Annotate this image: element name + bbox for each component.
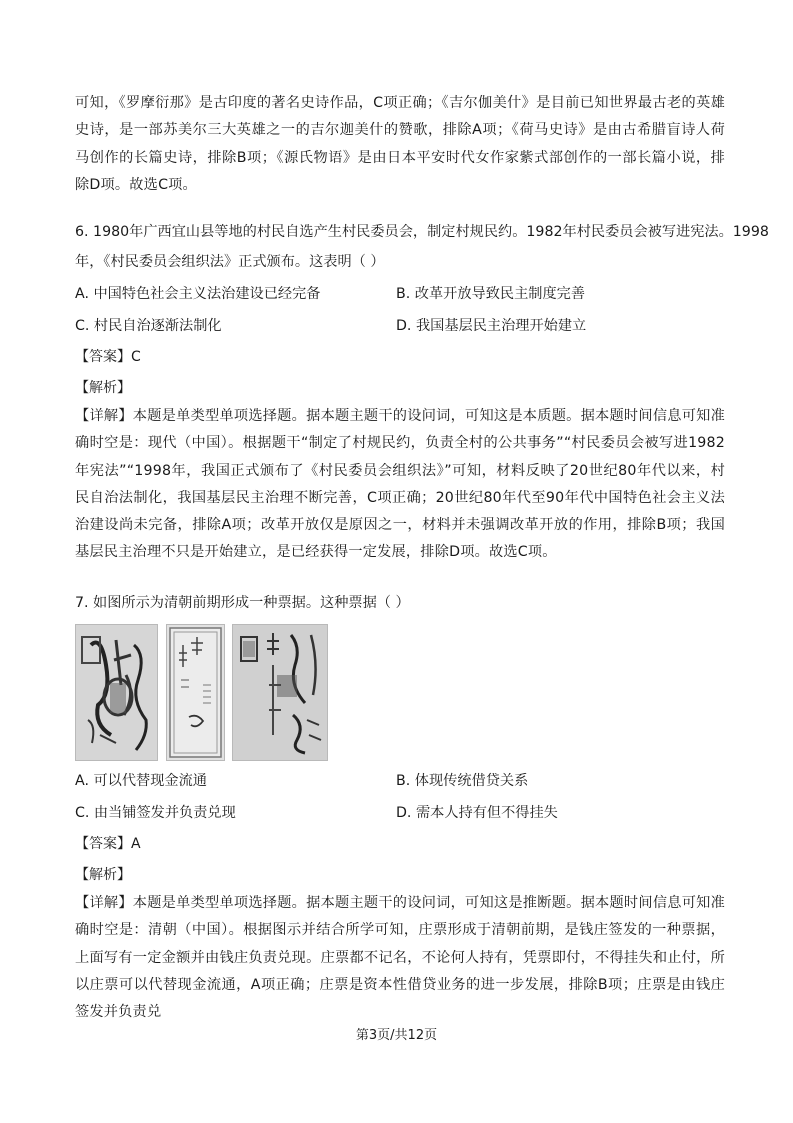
q6-analysis-label: 【解析】 [75, 380, 131, 396]
q6-option-d: D. 我国基层民主治理开始建立 [396, 318, 587, 334]
q6-option-b: B. 改革开放导致民主制度完善 [396, 286, 586, 302]
page-footer: 第3页/共12页 [355, 1028, 438, 1043]
q7-answer: 【答案】A [75, 836, 141, 852]
q6-detail: 【详解】本题是单类型单项选择题。据本题主题干的设问词，可知这是本质题。据本题时间信息可知准确时空是：现代（中国）。根据题干“制定了村规民约，负责全村的公共事务”“村民委员会被写进1982年宪法”“1998年，我国正式颁布了《村民委员会组织法》”可知，材料反映了20世纪80年代以来，村民自治法制化，我国基层民主治理不断完善，C项正确；20世纪80年代至90年代中国特色社会主义法治建设尚未完备，排除A项；改革开放仅是原因之一，材料并未强调改革开放的作用，排除B项；我国基层民主治理不只是开始建立，是已经获得一定发展，排除D项。故选C项。 [75, 408, 725, 561]
q7-stem: 7. 如图所示为清朝前期形成一种票据。这种票据（ ） [75, 595, 410, 611]
q7-analysis-label: 【解析】 [75, 867, 131, 883]
q7-detail: 【详解】本题是单类型单项选择题。据本题主题干的设问词，可知这是推断题。据本题时间信息可知准确时空是：清朝（中国）。根据图示并结合所学可知，庄票形成于清朝前期，是钱庄签发的一种票据，上面写有一定金额并由钱庄负责兑现。庄票都不记名，不论何人持有，凭票即付，不得挂失和止付，所以庄票可以代替现金流通，A项正确；庄票是资本性借贷业务的进一步发展，排除B项；庄票是由钱庄签发并负责兑 [75, 895, 725, 1021]
q7-option-d: D. 需本人持有但不得挂失 [396, 805, 558, 821]
intro-paragraph: 可知，《罗摩衍那》是古印度的著名史诗作品，C项正确；《吉尔伽美什》是目前已知世界最古老的英雄史诗，是一部苏美尔三大英雄之一的吉尔迦美什的赞歌，排除A项；《荷马史诗》是由古希腊盲诗人荷马创作的长篇史诗，排除B项；《源氏物语》是由日本平安时代女作家紫式部创作的一部长篇小说，排除D项。故选C项。 [75, 95, 725, 193]
banknote-figure [75, 624, 327, 759]
banknote-image-1 [75, 624, 158, 761]
q6-stem-line1: 6. 1980年广西宜山县等地的村民自选产生村民委员会，制定村规民约。1982年村民委员会被写进宪法。1998 [75, 224, 769, 240]
q6-option-a: A. 中国特色社会主义法治建设已经完备 [75, 286, 321, 302]
q7-option-a: A. 可以代替现金流通 [75, 773, 207, 789]
q7-option-b: B. 体现传统借贷关系 [396, 773, 529, 789]
banknote-image-3 [232, 624, 328, 761]
q6-stem-line2: 年，《村民委员会组织法》正式颁布。这表明（ ） [75, 254, 385, 270]
q6-answer: 【答案】C [75, 349, 141, 365]
q6-option-c: C. 村民自治逐渐法制化 [75, 318, 222, 334]
q7-option-c: C. 由当铺签发并负责兑现 [75, 805, 236, 821]
banknote-image-2 [166, 624, 225, 761]
